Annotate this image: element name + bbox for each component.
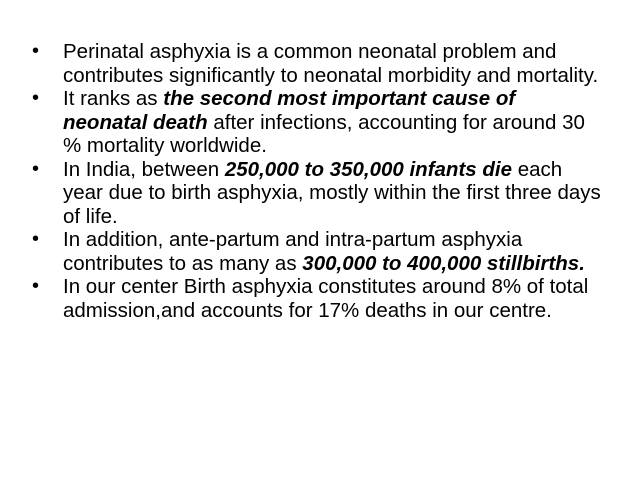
bullet-item	[30, 275, 604, 322]
bullet-item	[30, 87, 604, 158]
bullet-text: each year due to birth asphyxia, mostly within the first three days of life.	[63, 157, 601, 228]
bullet-emphasis: 300,000 to 400,000 stillbirths.	[302, 251, 585, 275]
bullet-emphasis: the second most important cause of neonatal death	[63, 87, 516, 134]
bullet-text: In addition, ante-partum and intra-partum asphyxia contributes to as many as	[63, 228, 523, 275]
bullet-item	[30, 228, 604, 275]
bullet-text: after infections, accounting for around 30 % mortality worldwide.	[63, 110, 585, 157]
bullet-dot-icon: •	[32, 40, 40, 62]
bullet-item	[30, 158, 604, 229]
bullet-dot-icon: •	[32, 275, 40, 297]
bullet-text: In India, between	[63, 157, 225, 181]
bullet-dot-icon: •	[32, 228, 40, 250]
bullet-text: It ranks as	[63, 87, 164, 110]
bullet-dot-icon: •	[32, 157, 40, 180]
bullet-dot-icon: •	[32, 87, 40, 109]
bullet-text: In our center Birth asphyxia constitutes around 8% of total admission,and accounts for 17% deaths in our centre.	[63, 275, 589, 322]
bullet-emphasis: 250,000 to 350,000 infants die	[224, 157, 512, 181]
bullet-text: Perinatal asphyxia is a common neonatal problem and contributes significantly to neonatal morbidity and mortality.	[63, 40, 599, 87]
bullet-list	[30, 40, 604, 322]
bullet-item	[30, 40, 604, 87]
